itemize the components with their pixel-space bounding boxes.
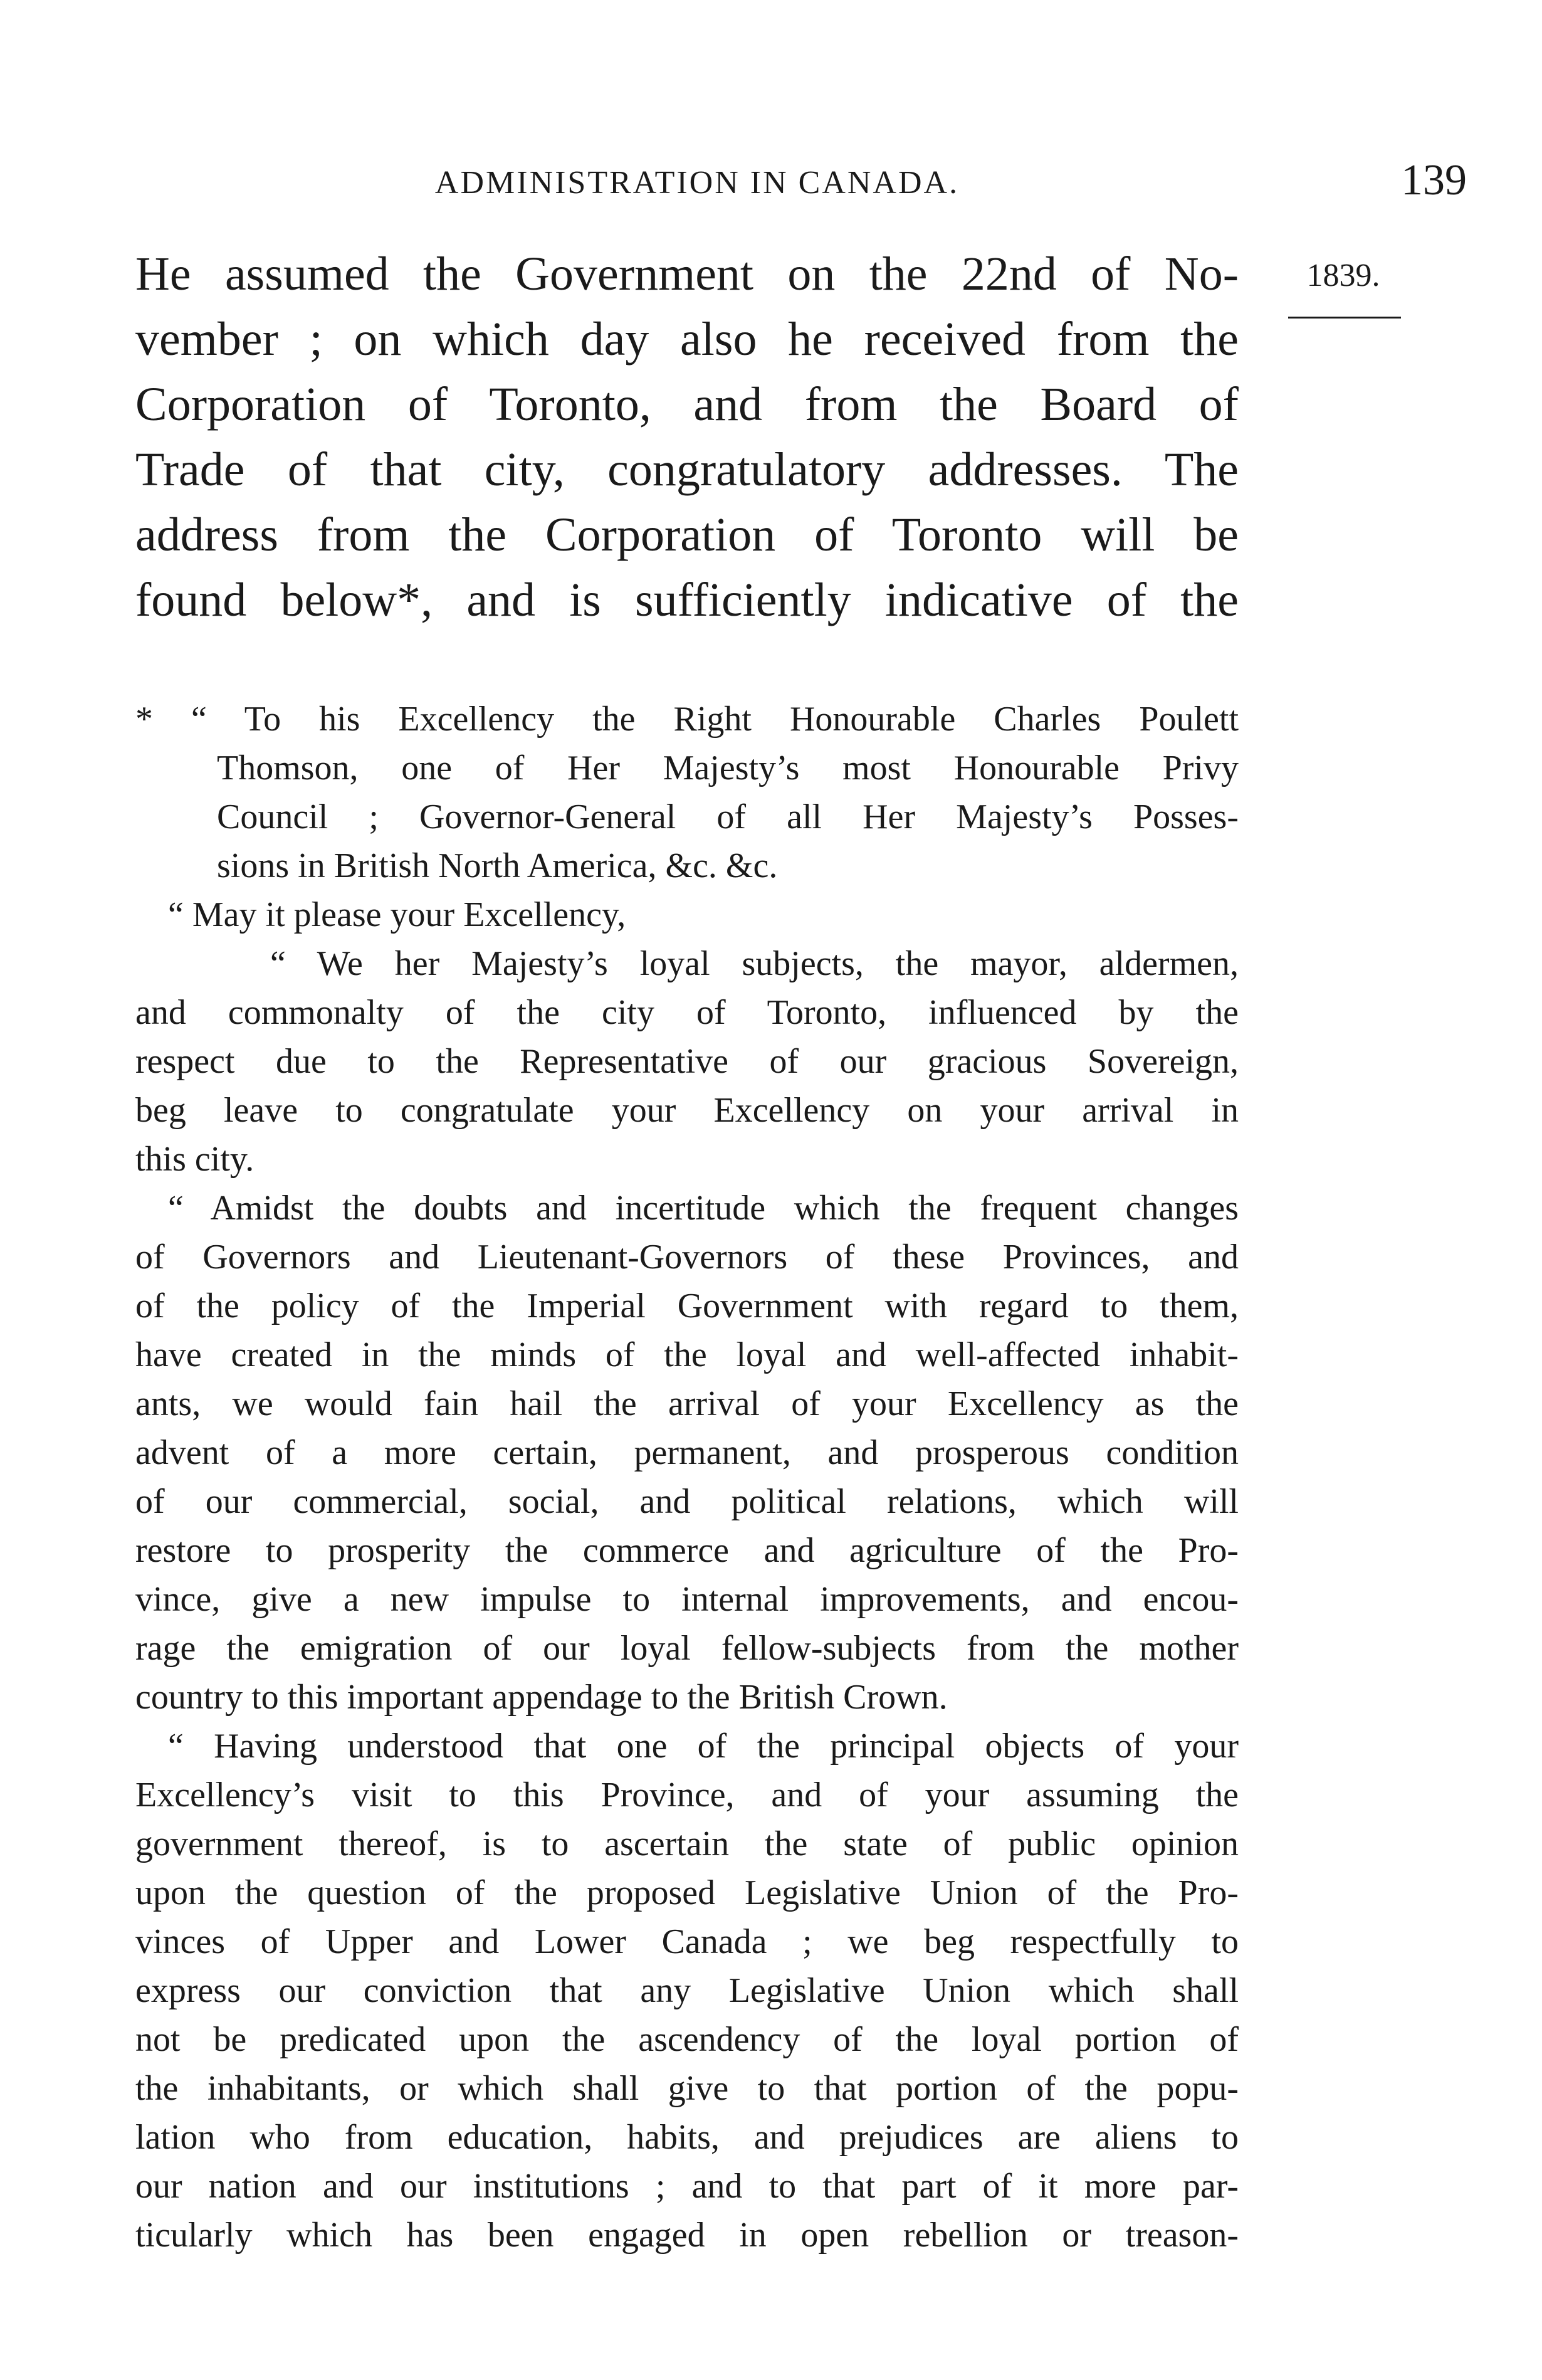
footnote-paragraph [135,939,1239,1184]
footnote-line: “ Amidst the doubts and incertitude which the frequent changes [168,1189,1239,1228]
footnote-line: our nation and our institutions ; and to that part of it more par- [135,2167,1239,2206]
footnote-line: not be predicated upon the ascendency of the loyal portion of [135,2020,1239,2059]
body-line: Trade of that city, congratulatory addresses. The [135,443,1239,496]
footnote-line: of Governors and Lieutenant-Governors of these Provinces, and [135,1238,1239,1277]
footnote-line: lation who from education, habits, and prejudices are aliens to [135,2118,1239,2157]
footnote-line: ants, we would fain hail the arrival of your Excellency as the [135,1384,1239,1423]
body-line: address from the Corporation of Toronto will be [135,508,1239,561]
footnote-paragraph [135,1184,1239,1722]
footnote [135,695,1239,2260]
footnote-line: beg leave to congratulate your Excellency on your arrival in [135,1091,1239,1130]
footnote-address [135,695,1239,890]
body-line: Corporation of Toronto, and from the Board of [135,378,1239,431]
footnote-line: vince, give a new impulse to internal improvements, and encou- [135,1580,1239,1619]
footnote-line: Council ; Governor-General of all Her Majesty’s Posses- [217,798,1239,836]
footnote-line: have created in the minds of the loyal and well-affected inhabit- [135,1335,1239,1374]
footnote-line: “ We her Majesty’s loyal subjects, the mayor, aldermen, [270,944,1239,983]
footnote-line: sions in British North America, &c. &c. [217,846,778,885]
footnote-line: * “ To his Excellency the Right Honourable Charles Poulett [135,700,1239,739]
footnote-line: of the policy of the Imperial Government with regard to them, [135,1287,1239,1325]
footnote-line: express our conviction that any Legislative Union which shall [135,1971,1239,2010]
footnote-line: this city. [135,1140,254,1179]
page-number: 139 [1401,156,1467,204]
margin-rule [1288,317,1401,319]
footnote-salutation: “ May it please your Excellency, [168,895,626,934]
margin-year-note: 1839. [1306,258,1380,293]
footnote-line: government thereof, is to ascertain the state of public opinion [135,1824,1239,1863]
footnote-line: and commonalty of the city of Toronto, influenced by the [135,993,1239,1032]
running-title: ADMINISTRATION IN CANADA. [434,165,960,201]
body-line: He assumed the Government on the 22nd of No- [135,248,1239,300]
footnote-paragraph [135,1722,1239,2260]
body-paragraph [135,241,1239,633]
footnote-line: Thomson, one of Her Majesty’s most Honourable Privy [217,749,1239,787]
footnote-line: upon the question of the proposed Legislative Union of the Pro- [135,1873,1239,1912]
footnote-line: “ Having understood that one of the principal objects of your [168,1727,1239,1766]
footnote-line: vinces of Upper and Lower Canada ; we beg respectfully to [135,1922,1239,1961]
footnote-line: ticularly which has been engaged in open rebellion or treason- [135,2216,1239,2255]
footnote-line: Excellency’s visit to this Province, and of your assuming the [135,1776,1239,1814]
footnote-line: the inhabitants, or which shall give to that portion of the popu- [135,2069,1239,2108]
footnote-line: restore to prosperity the commerce and agriculture of the Pro- [135,1531,1239,1570]
footnote-line: rage the emigration of our loyal fellow-subjects from the mother [135,1629,1239,1668]
body-line: vember ; on which day also he received from the [135,313,1239,366]
body-line: found below*, and is sufficiently indicative of the [135,574,1239,626]
footnote-line: country to this important appendage to the British Crown. [135,1678,948,1717]
footnote-line: respect due to the Representative of our gracious Sovereign, [135,1042,1239,1081]
footnote-line: advent of a more certain, permanent, and prosperous condition [135,1433,1239,1472]
footnote-line: of our commercial, social, and political relations, which will [135,1482,1239,1521]
